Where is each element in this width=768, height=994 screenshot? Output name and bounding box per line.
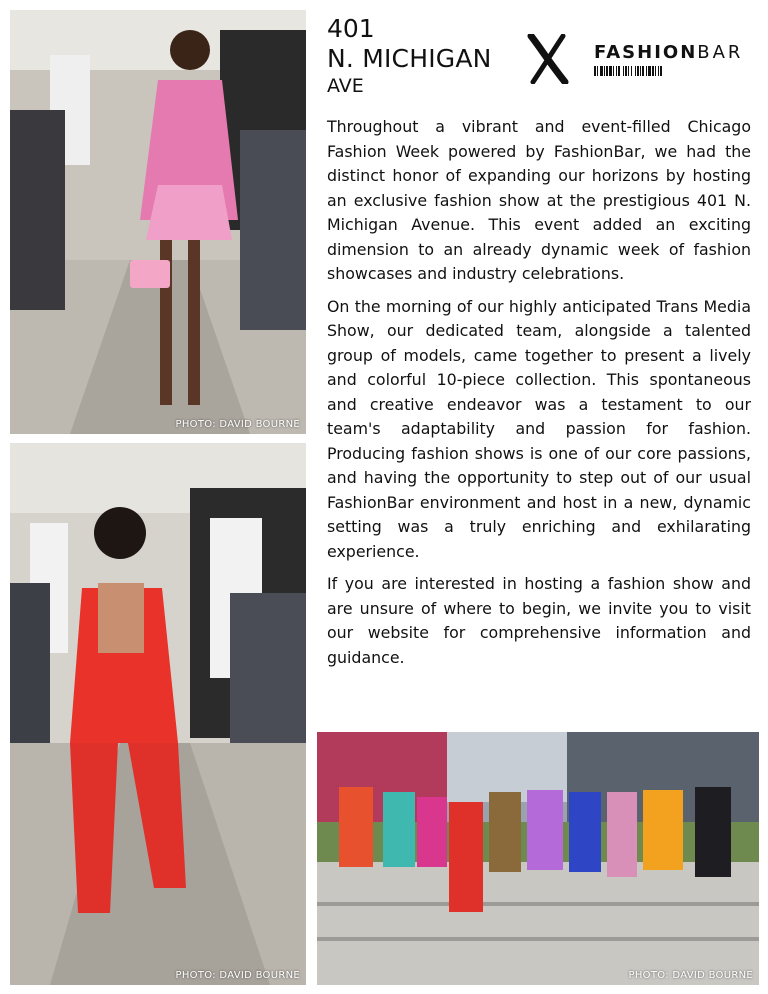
article-body: [327, 115, 751, 678]
title-line-2: N. MICHIGAN: [327, 44, 492, 73]
runway-model-pink-photo: [10, 10, 306, 434]
photo-credit: PHOTO: DAVID BOURNE: [175, 419, 300, 430]
page-title: [327, 14, 492, 98]
brand-name-bold: FASHION: [594, 42, 698, 63]
paragraph-2: On the morning of our highly anticipated Trans Media Show, our dedicated team, alongside a talented group of models, came together to present a lively and colorful 10-piece collection. This spontaneous and creative endeavor was a testament to our team's adaptability and passion for fashion. Producing fashion shows is one of our core passions, and having the opportunity to step out of our usual FashionBar environment and host in a new, dynamic setting was a truly enriching and exhilarating experience.: [327, 296, 751, 561]
brand-name: [594, 42, 744, 63]
photo-credit: PHOTO: DAVID BOURNE: [628, 970, 753, 981]
paragraph-1: Throughout a vibrant and event-filled Chicago Fashion Week powered by FashionBar, we had the distinct honor of expanding our horizons by hosting an exclusive fashion show at the prestigious 401 N. Michigan Avenue. This event added an exciting dimension to an already dynamic week of fashion showcases and industry celebrations.: [327, 117, 751, 283]
brand-name-light: BAR: [697, 42, 744, 63]
paragraph-3: If you are interested in hosting a fashion show and are unsure of where to begin, we invite you to visit our website for comprehensive information and guidance.: [327, 574, 751, 667]
fashionbar-logo: [594, 42, 744, 76]
barcode-icon: [594, 66, 732, 76]
group-models-photo: [317, 732, 759, 985]
title-line-3: AVE: [327, 75, 364, 97]
photo-credit: PHOTO: DAVID BOURNE: [175, 970, 300, 981]
barcode-bar: [662, 66, 663, 76]
runway-model-red-photo: [10, 443, 306, 985]
title-line-1: 401: [327, 14, 375, 43]
cross-x-icon: [527, 34, 569, 84]
